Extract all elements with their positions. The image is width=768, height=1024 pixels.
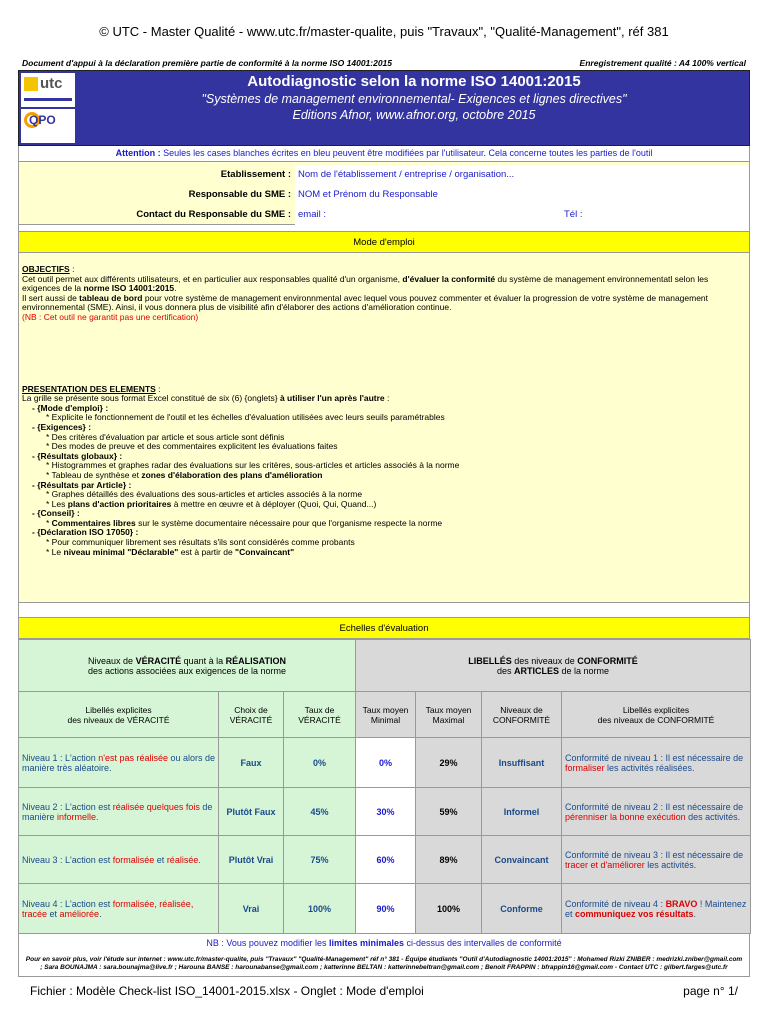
table-row: [19, 836, 751, 884]
utc-logo-mark-icon: [24, 77, 38, 91]
establishment-block: [18, 161, 750, 225]
conf-3: Convaincant: [494, 854, 549, 865]
obj-p1a: Cet outil permet aux différents utilisateurs, et en particulier aux responsables qualité d'un organisme,: [22, 273, 403, 284]
presentation-title: PRESENTATION DES ELEMENTS: [22, 383, 156, 394]
pres-intro-a: La grille se présente sous format Excel constitué de six (6) {onglets}: [22, 393, 280, 404]
choix-3: Plutôt Vrai: [228, 854, 274, 865]
col-min: [356, 692, 416, 738]
nb-line: [18, 934, 750, 952]
obj-p2b: tableau de bord: [79, 292, 143, 303]
page-header: © UTC - Master Qualité - www.utc.fr/master-qualite, puis "Travaux", "Qualité-Management", réf 381: [99, 24, 669, 39]
niv-a: * Le: [46, 546, 64, 557]
banner-title: Autodiagnostic selon la norme ISO 14001:2015: [247, 73, 581, 90]
qpo-logo-text: QPO: [29, 113, 56, 127]
presentation-intro: La grille se présente sous format Excel constitué de six (6) {onglets} à utiliser l'un après l'autre :: [22, 393, 390, 404]
libelle-3: [562, 836, 751, 884]
l3-a: Conformité de niveau 4 :: [565, 898, 666, 909]
bottom-bar: [30, 984, 738, 998]
nb-b: limites minimales: [328, 938, 405, 948]
c3: VÉRACITÉ: [229, 714, 273, 725]
banner-subtitle-1: "Systèmes de management environnemental- Exigences et lignes directives": [201, 92, 627, 106]
l3-e: .: [693, 908, 697, 919]
title-banner: [18, 70, 750, 146]
c9: Maximal: [432, 714, 465, 725]
lh-a: Niveaux de: [88, 655, 136, 666]
nb-a: NB : Vous pouvez modifier les: [206, 938, 329, 948]
libelle-2: [562, 788, 751, 836]
c7: Minimal: [370, 714, 401, 725]
r2-e: .: [198, 854, 201, 865]
taux-3: 75%: [310, 854, 329, 865]
plans-b: plans d'action prioritaires: [67, 498, 172, 509]
file-info: Fichier : Modèle Check-list ISO_14001-2015.xlsx - Onglet : Mode d'emploi: [30, 984, 424, 998]
r0-b: n'est pas réalisée: [98, 752, 169, 763]
echelles-heading: Echelles d'évaluation: [18, 617, 750, 639]
c10: Niveaux de: [500, 704, 543, 715]
objectifs-p1: Cet outil permet aux différents utilisateurs, et en particulier aux responsables qualité d'un organisme, d'évaluer la conformité du système de management environnementatl selon les exigences de la norme ISO 14001:2015.: [22, 273, 709, 294]
utc-logo-bar-icon: [24, 98, 72, 101]
r2-c: et: [154, 854, 167, 865]
conformite-header: [356, 640, 751, 692]
scales-table: [18, 639, 751, 934]
banner-text: [79, 73, 749, 122]
r3-c: et: [47, 908, 60, 919]
conf-1: Insuffisant: [498, 757, 545, 768]
objectifs-p2: [22, 294, 746, 313]
item-declaration-line-2: [22, 548, 746, 558]
choix-2: Plutôt Faux: [226, 806, 276, 817]
tel-input[interactable]: Tél :: [564, 209, 583, 220]
taux-4: 100%: [307, 903, 332, 914]
min-2[interactable]: 30%: [376, 806, 395, 817]
niveau-1: [19, 738, 219, 788]
plans-a: * Les: [46, 498, 68, 509]
row-responsable: [19, 185, 749, 205]
responsable-label: Responsable du SME :: [188, 189, 291, 200]
plans-c: à mettre en œuvre et à déployer (Quoi, Qui, Quand...): [171, 498, 377, 509]
taux-1: 0%: [312, 757, 326, 768]
pres-intro-b: à utiliser l'un après l'autre: [279, 393, 385, 404]
item-resultats-head: - {Résultats globaux} :: [32, 450, 123, 461]
mode-body: OBJECTIFS : Cet outil permet aux différents utilisateurs, et en particulier aux responsables qualité d'un organisme, d'évaluer la conformité du système de management environnementatl selon les exigences de la norme ISO 14001:2015. Il sert aussi de tableau de bord pour votre système de management environnmental avec lequel vous pouvez commenter et évaluer la progression de votre système de management environnemental (SME). Ainsi, il vous donnera plus de visibilité afin d'élaborer des actions d'amélioration continue. (NB : Cet outil ne garantit pas une certification) PRESENTATION DES ELEMENTS : La grille se présente sous format Excel constitué de six (6) {onglets} à utiliser l'un après l'autre : - {Mode d'emploi} : * Explicite le fonctionnement de l'outil et les échelles d'évaluation utilisées avec leurs seuils paramétrables - {Exigences} : * Des critères d'évaluation par article et sous article sont définis * Des modes de preuve et des commentaires explicitent les évaluations faites - {Résultats globaux} : * Histogrammes et graphes radar des évaluations sur les critères, sous-articles et articles associés à la norme * Tableau de synthèse et zones d'élaboration des plans d'amélioration - {Résultats par Article} : * Graphes détaillés des évaluations des sous-articles et articles associés à la norme * Les plans d'action prioritaires à mettre en œuvre et à déployer (Quoi, Qui, Quand...) - {Conseil} : * Commentaires libres sur le système documentaire nécessaire pour que l'organisme respecte la norme - {Déclaration ISO 17050} : * Pour communiquer librement ses résultats s'ils sont considérés comme probants * Le niveau minimal "Déclarable" est à partir de "Convaincant": [18, 253, 750, 603]
objectifs-nb: (NB : Cet outil ne garantit pas une certification): [22, 311, 199, 322]
c8: Taux moyen: [425, 704, 472, 715]
obj-p1d: norme ISO 14001:2015: [83, 283, 175, 294]
item-conseil-head: - {Conseil} :: [32, 508, 80, 519]
c4: Taux de: [304, 704, 335, 715]
obj-p1b: d'évaluer la conformité: [402, 273, 496, 284]
etablissement-input[interactable]: Nom de l'établissement / entreprise / organisation...: [295, 165, 749, 185]
item-exigences-line-1: * Des critères d'évaluation par article et sous article sont définis: [46, 431, 285, 442]
choix-4: Vrai: [242, 903, 260, 914]
footer-info: Pour en savoir plus, voir l'étude sur internet : www.utc.fr/master-qualite, puis "Travaux" "Qualité-Management" réf n° 381 - Équipe étudiants "Outil d'Autodiagnostic 14001:2015" : Mohamed Rizki ZNIBER : medrizki.zniber@gmail.com ; Sara BOUNAJMA : sara.bounajma@live.fr ; Harouna BANSE : harounabanse@gmail.com ; katterinne BELTAN : katterinnebeltran@gmail.com ; Benoît FRAPPIN : bfrappin16@gmail.com - Contact UTC : gilbert.farges@utc.fr: [18, 952, 750, 977]
mode-heading: Mode d'emploi: [18, 231, 750, 253]
col-libelles-veracite: [19, 692, 219, 738]
conf-4: Conforme: [500, 903, 543, 914]
max-2: 59%: [439, 806, 458, 817]
table-row: [19, 738, 751, 788]
c5: VÉRACITÉ: [298, 714, 341, 725]
l1-c: des activités.: [685, 811, 741, 822]
synth-b: zones d'élaboration des plans d'amélioration: [141, 469, 323, 480]
attention-label: Attention :: [115, 148, 161, 158]
l0-a: Conformité de niveau 1 : Il est nécessaire de: [565, 752, 744, 763]
logos: [21, 73, 77, 145]
veracite-header: [19, 640, 356, 692]
c0: Libellés explicites: [85, 704, 152, 715]
max-4: 100%: [436, 903, 461, 914]
table-row: [19, 788, 751, 836]
r0-c: ou alors de manière très aléatoire.: [22, 752, 216, 773]
c13: des niveaux de CONFORMITÉ: [597, 714, 715, 725]
col-taux: [284, 692, 356, 738]
max-1: 29%: [439, 757, 458, 768]
l2-b: tracer et d'améliorer: [565, 859, 645, 870]
synth-a: * Tableau de synthèse et: [46, 469, 142, 480]
choix-1: Faux: [240, 757, 262, 768]
obj-p2a: Il sert aussi de: [22, 292, 80, 303]
l1-b: pérenniser la bonne exécution: [565, 811, 686, 822]
niv-c: est à partir de: [178, 546, 236, 557]
nb-c: ci-dessus des intervalles de conformité: [404, 938, 562, 948]
rh-f: de la norme: [558, 665, 610, 676]
l3-d: communiquez vos résultats: [575, 908, 694, 919]
min-3[interactable]: 60%: [376, 854, 395, 865]
lh-c: quant à la: [181, 655, 226, 666]
c1: des niveaux de VÉRACITÉ: [67, 714, 170, 725]
c6: Taux moyen: [362, 704, 409, 715]
item-declaration-line-1: * Pour communiquer librement ses résultats s'ils sont considérés comme probants: [46, 537, 355, 548]
conf-2: Informel: [503, 806, 540, 817]
etablissement-label: Etablissement :: [220, 169, 291, 180]
libelle-1: [562, 738, 751, 788]
rh-d: des: [496, 665, 514, 676]
r1-b: réalisée quelques fois: [112, 801, 200, 812]
attention-text: Seules les cases blanches écrites en bleu peuvent être modifiées par l'utilisateur. Cela concerne toutes les parties de l'outil: [160, 148, 653, 158]
item-mode-line: * Explicite le fonctionnement de l'outil et les échelles d'évaluation utilisées avec leurs seuils paramétrables: [46, 412, 445, 423]
row-etablissement: [19, 165, 749, 185]
doc-line-left: Document d'appui à la déclaration première partie de conformité à la norme ISO 14001:2015: [22, 58, 393, 68]
qpo-logo: [21, 109, 75, 143]
niveau-4: [19, 884, 219, 934]
item-exigences-line-2: * Des modes de preuve et des commentaires explicitent les évaluations faites: [46, 441, 338, 452]
obj-p2c: pour votre système de management environnmental avec lequel vous pouvez commenter et évaluer la progression de votre système de management environnemental (SME). Ainsi, il vous donnera plus de visibilité afin d'élaborer des actions d'amélioration continue.: [22, 292, 709, 313]
lh-d: RÉALISATION: [225, 655, 286, 666]
l1-a: Conformité de niveau 2 : Il est nécessaire de: [565, 801, 744, 812]
item-article-head: - {Résultats par Article} :: [32, 479, 132, 490]
min-4[interactable]: 90%: [376, 903, 395, 914]
min-1[interactable]: 0%: [378, 757, 392, 768]
email-input[interactable]: email :: [295, 205, 749, 225]
row-contact: [19, 205, 749, 225]
r1-e: .: [96, 811, 99, 822]
comm-a: *: [46, 517, 52, 528]
l0-c: les activités réalisées.: [604, 762, 695, 773]
item-declaration-head: - {Déclaration ISO 17050} :: [32, 527, 139, 538]
comm-b: Commentaires libres: [51, 517, 136, 528]
item-resultats-line-1: * Histogrammes et graphes radar des évaluations sur les critères, sous-articles et articles associés à la norme: [46, 460, 460, 471]
col-max: [416, 692, 482, 738]
niv-b: niveau minimal "Déclarable": [63, 546, 179, 557]
libelle-4: [562, 884, 751, 934]
l2-c: les activités.: [644, 859, 697, 870]
c2: Choix de: [234, 704, 268, 715]
table-row: [19, 884, 751, 934]
sheet: [18, 56, 750, 977]
r1-d: informelle: [57, 811, 97, 822]
r2-d: réalisée: [166, 854, 199, 865]
item-exigences-head: - {Exigences} :: [32, 421, 92, 432]
col-niveaux: [482, 692, 562, 738]
niveau-3: [19, 836, 219, 884]
r3-a: Niveau 4 : L'action est: [22, 898, 113, 909]
banner-subtitle-2: Editions Afnor, www.afnor.org, octobre 2015: [292, 108, 536, 122]
lh-b: VÉRACITÉ: [135, 655, 182, 666]
l3-c: ! Maintenez et: [565, 898, 747, 919]
col-choix: [219, 692, 284, 738]
rh-b: des niveaux de: [511, 655, 578, 666]
doc-line: [18, 56, 750, 70]
objectifs-title: OBJECTIFS: [22, 264, 70, 274]
r3-b: formalisée, réalisée, tracée: [22, 898, 194, 919]
r2-a: Niveau 3 : L'action est: [22, 854, 113, 865]
item-mode-head: - {Mode d'emploi} :: [32, 402, 109, 413]
utc-logo: [21, 73, 75, 107]
col-libelles-conformite: [562, 692, 751, 738]
lh-e: des actions associées aux exigences de la norme: [87, 665, 287, 676]
item-article-line-1: * Graphes détaillés des évaluations des sous-articles et articles associés à la norme: [46, 489, 363, 500]
max-3: 89%: [439, 854, 458, 865]
comm-c: sur le système documentaire nécessaire pour que l'organisme respecte la norme: [135, 517, 443, 528]
r3-e: .: [99, 908, 102, 919]
niv-d: "Convaincant": [235, 546, 295, 557]
doc-line-right: Enregistrement qualité : A4 100% vertical: [579, 58, 746, 68]
r2-b: formalisée: [112, 854, 155, 865]
rh-c: CONFORMITÉ: [577, 655, 638, 666]
rh-a: LIBELLÉS: [468, 655, 512, 666]
utc-logo-text: utc: [40, 75, 63, 92]
spacer-2: [18, 603, 750, 617]
l0-b: formaliser: [565, 762, 605, 773]
l2-a: Conformité de niveau 3 : Il est nécessaire de: [565, 849, 744, 860]
rh-e: ARTICLES: [513, 665, 559, 676]
attention-note: [18, 146, 750, 161]
responsable-input[interactable]: NOM et Prénom du Responsable: [295, 185, 749, 205]
r1-a: Niveau 2 : L'action est: [22, 801, 113, 812]
taux-2: 45%: [310, 806, 329, 817]
c12: Libellés explicites: [622, 704, 690, 715]
l3-b: BRAVO: [665, 898, 698, 909]
contact-label: Contact du Responsable du SME :: [136, 209, 291, 220]
r1-c: de manière: [22, 801, 213, 822]
obj-p1c: du système de management environnementatl selon les exigences de la: [22, 273, 709, 294]
c11: CONFORMITÉ: [492, 714, 551, 725]
r3-d: améliorée: [59, 908, 100, 919]
r0-a: Niveau 1 : L'action: [22, 752, 99, 763]
item-article-line-2: [22, 500, 746, 510]
niveau-2: [19, 788, 219, 836]
page-number: page n° 1/: [683, 984, 738, 998]
